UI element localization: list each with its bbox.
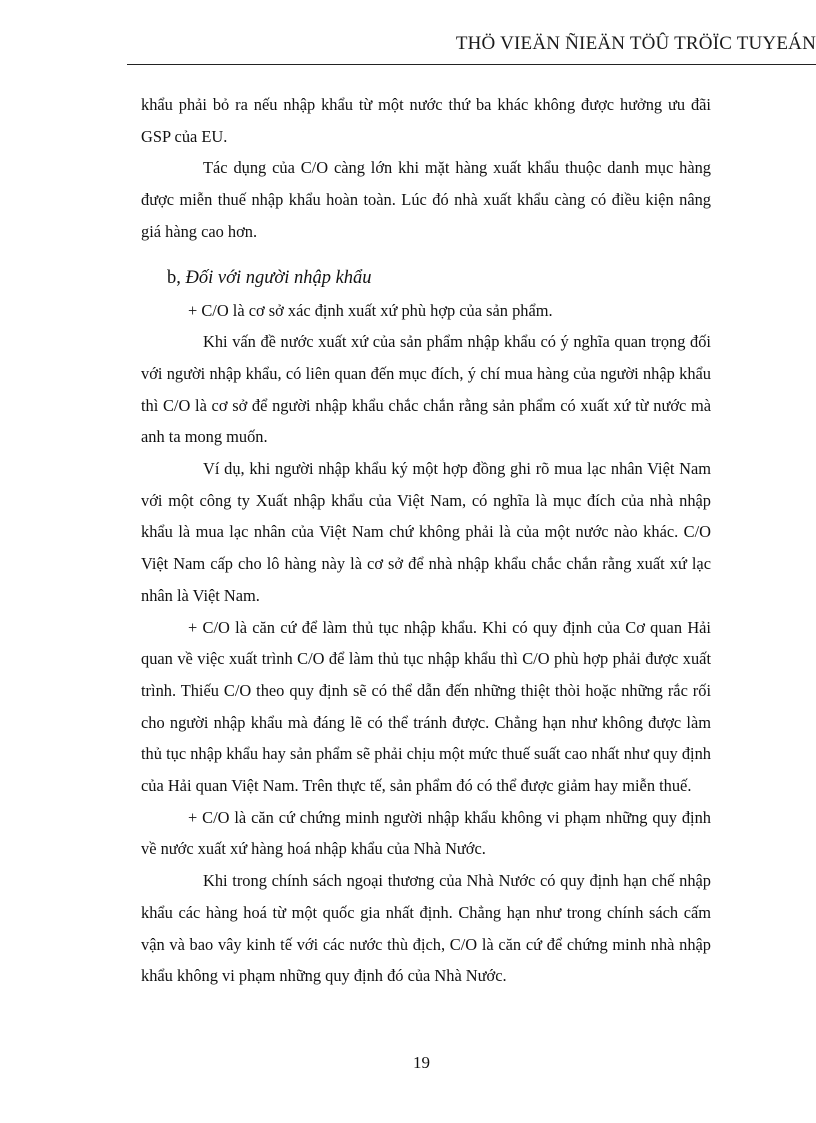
paragraph-origin-importance: Khi vấn đề nước xuất xứ của sản phẩm nhập khẩu có ý nghĩa quan trọng đối với người nhập khẩu, có liên quan đến mục đích, ý chí mua hàng của người nhập khẩu thì C/O là cơ sở để người nhập khẩu chắc chắn rằng sản phẩm có xuất xứ từ nước mà anh ta mong muốn. [141,332,711,447]
section-heading-label: b, [167,267,181,288]
header-rule [127,64,816,65]
bullet-compliance-proof: + C/O là căn cứ chứng minh người nhập khẩu không vi phạm những quy định về nước xuất xứ hàng hoá nhập khẩu của Nhà Nước. [141,807,711,859]
paragraph-co-effect: Tác dụng của C/O càng lớn khi mặt hàng xuất khẩu thuộc danh mục hàng được miễn thuế nhập khẩu hoàn toàn. Lúc đó nhà xuất khẩu càng có điều kiện nâng giá hàng cao hơn. [141,158,711,241]
page-number: 19 [413,1053,430,1072]
paragraph-trade-policy: Khi trong chính sách ngoại thương của Nhà Nước có quy định hạn chế nhập khẩu các hàng hoá từ một quốc gia nhất định. Chẳng hạn như trong chính sách cấm vận và bao vây kinh tế với các nước thù địch, C/O là căn cứ để chứng minh nhà nhập khẩu không vi phạm những quy định đó của Nhà Nước. [141,871,711,986]
bullet-origin-basis: + C/O là cơ sở xác định xuất xứ phù hợp của sản phẩm. [188,300,553,320]
bullet-import-procedure: + C/O là căn cứ để làm thủ tục nhập khẩu. Khi có quy định của Cơ quan Hải quan về việc xuất trình C/O để làm thủ tục nhập khẩu thì C/O phù hợp phải được xuất trình. Thiếu C/O theo quy định sẽ có thể dẫn đến những thiệt thòi hoặc những rắc rối cho người nhập khẩu mà đáng lẽ có thể tránh được. Chẳng hạn như không được làm thủ tục nhập khẩu hay sản phẩm sẽ phải chịu một mức thuế suất cao nhất như quy định của Hải quan Việt Nam. Trên thực tế, sản phẩm đó có thể được giảm hay miễn thuế. [141,617,711,796]
paragraph-continuation: khẩu phải bỏ ra nếu nhập khẩu từ một nước thứ ba khác không được hưởng ưu đãi GSP của EU. [141,95,711,146]
section-heading [141,263,711,293]
paragraph-example: Ví dụ, khi người nhập khẩu ký một hợp đồng ghi rõ mua lạc nhân Việt Nam với một công ty Xuất nhập khẩu của Việt Nam, có nghĩa là mục đích của nhà nhập khẩu là mua lạc nhân của Việt Nam chứ không phải là của một nước nào khác. C/O Việt Nam cấp cho lô hàng này là cơ sở để nhà nhập khẩu chắc chắn rằng xuất xứ lạc nhân là Việt Nam. [141,459,711,605]
section-heading-title: Đối với người nhập khẩu [185,267,372,288]
running-header: THÖ VIEÄN ÑIEÄN TÖÛ TRÖÏC TUYEÁN [455,33,816,54]
page-body [141,89,711,992]
